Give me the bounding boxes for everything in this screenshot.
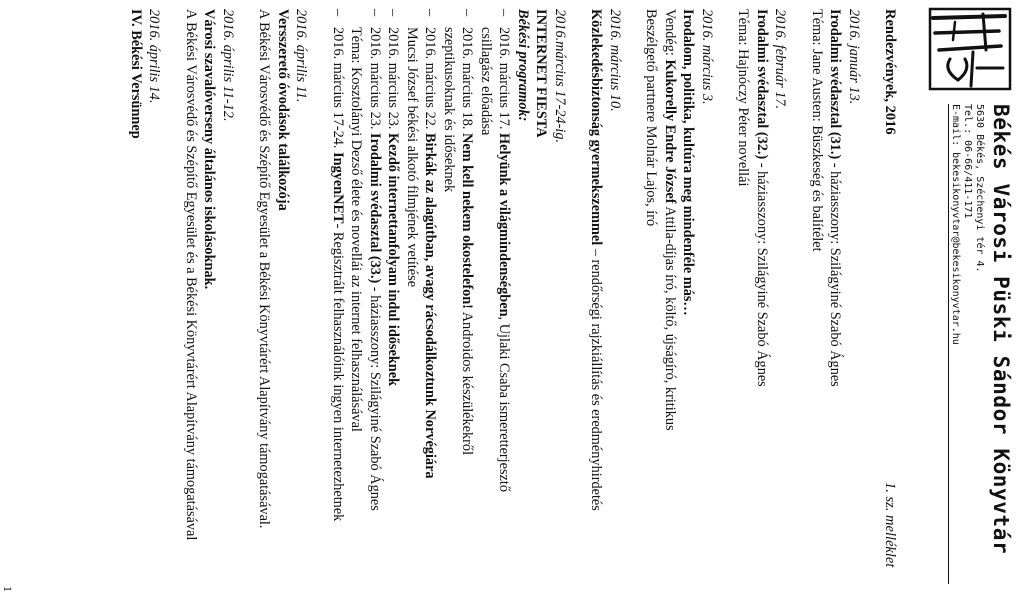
event-host: - háziasszony: Szilágyiné Szabó Ágnes [754,159,770,387]
program-title: Helyünk a világmindenségben [496,133,513,317]
event-item [808,9,864,594]
event-title: IV. Békési Versünnep [128,9,144,139]
program-date: 2016. március 23. [385,27,402,134]
event-item [642,9,716,594]
event-item [255,9,311,594]
program-title: Kezdő internettanfolyam indul időseknek [385,133,402,387]
program-continuation: Téma: Kosztolányi Dezső élete és novellái az internet felhasználásával [348,27,365,432]
program-continuation: szeptikusoknak és időseknek [441,27,457,193]
program-details: Androidos készülékekről [459,308,476,456]
header-divider [948,104,949,584]
library-phone: Tel.: 06-66/411-171 [962,104,973,219]
program-item [329,9,348,594]
event-date: 2016. március 10. [607,9,623,112]
event-sponsor: A Békési Városvédő és Szépítő Egyesület a Békési Könyvtárért Alapítvány támogatásával. [256,9,273,529]
event-title: Irodalmi svédasztal (31.) [827,9,844,160]
program-item [477,9,514,594]
event-date: 2016. április 11. [293,9,310,103]
event-date: 2016. április 14. [146,9,163,104]
fiesta-date: 2016.március 17-24-ig. [552,9,568,144]
events-list [127,9,864,594]
guest-name: Kukorelly Endre József [662,59,678,204]
event-title: Irodalom, politika, kultúra meg mindenféle más… [680,9,697,316]
event-sponsor: A Békési Városvédő és Szépítő Egyesület és a Békési Könyvtárért Alapítvány támogatásával [183,9,199,541]
event-item [182,9,238,594]
library-address: 5630 Békés, Széchenyi tér 4. [974,104,985,273]
event-topic: Téma: Jane Austen: Büszkeség és balítélet [809,9,825,252]
event-item [587,9,624,594]
program-item [347,9,384,594]
program-details: , Ujlaki Csaba ismeretterjesztő [496,316,513,493]
event-title: Városi szavalóverseny általános iskolásoknak. [201,9,218,290]
internet-fiesta [329,9,570,594]
event-date: 2016. január 13. [846,9,862,105]
program-title: Nem kell nekem okostelefon! [459,133,476,309]
program-item [440,9,477,594]
program-item [403,9,440,594]
event-host: - háziasszony: Szilágyiné Szabó Ágnes [827,159,844,387]
section-title: Rendezvények, 2016 [882,9,898,135]
appendix-label: 1. sz. melléklet [882,482,898,568]
program-details: - háziasszony: Szilágyiné Szabó Ágnes [367,283,383,511]
page-number: 1 [1,586,15,592]
fiesta-subtitle: Békési programok: [515,9,531,122]
event-date: 2016. április 11-12. [220,9,236,122]
event-title: Versszerető óvodások találkozója [275,9,291,211]
library-email: E-mail: bekesikonyvtar@bekesikonyvtar.hu [950,104,961,345]
program-date: 2016. március 17. [496,27,513,134]
program-details: - Regisztrált felhasználóink ingyen internetezhetnek [330,223,346,522]
program-date: 2016. március 23. [367,27,383,134]
event-title: Közlekedésbiztonság gyermekszemmel [588,9,605,246]
program-date: 2016. március 18. [459,27,476,134]
program-title: Irodalmi svédasztal (33.) [367,133,383,284]
program-continuation: Mucsi József békési alkotó filmjének vetítése [404,27,420,288]
program-date: 2016. március 22. [422,27,439,134]
program-item [384,9,403,594]
library-name: Békés Városi Püski Sándor Könyvtár [989,104,1013,555]
event-item [127,9,164,594]
guest-description: Attila-díjas író, költő, újságíró, kritikus [662,203,678,431]
fiesta-title: INTERNET FIESTA [533,9,550,138]
program-date: 2016. március 17-24. [330,27,346,153]
program-title: Birkák az alagútban, avagy rácsodálkoztunk Norvégiára [422,133,439,479]
event-topic: Téma: Hajnóczy Péter novellái [735,9,752,187]
program-title: IngyenNET [330,152,346,224]
program-continuation: csillagász előadása [478,27,494,136]
library-logo-icon [927,6,1013,92]
fiesta-program-list [329,9,514,594]
event-date: 2016. március 3. [699,9,715,105]
event-item [734,9,790,594]
event-description: – rendőrségi rajzkiállítás és eredményhirdetés [588,245,605,511]
event-partner: Beszélgető partnere Molnár Lajos, író [643,9,660,227]
event-title: Irodalmi svédasztal (32.) [754,9,770,160]
guest-label: Vendég: [662,9,678,60]
event-date: 2016. február 17. [772,9,789,110]
